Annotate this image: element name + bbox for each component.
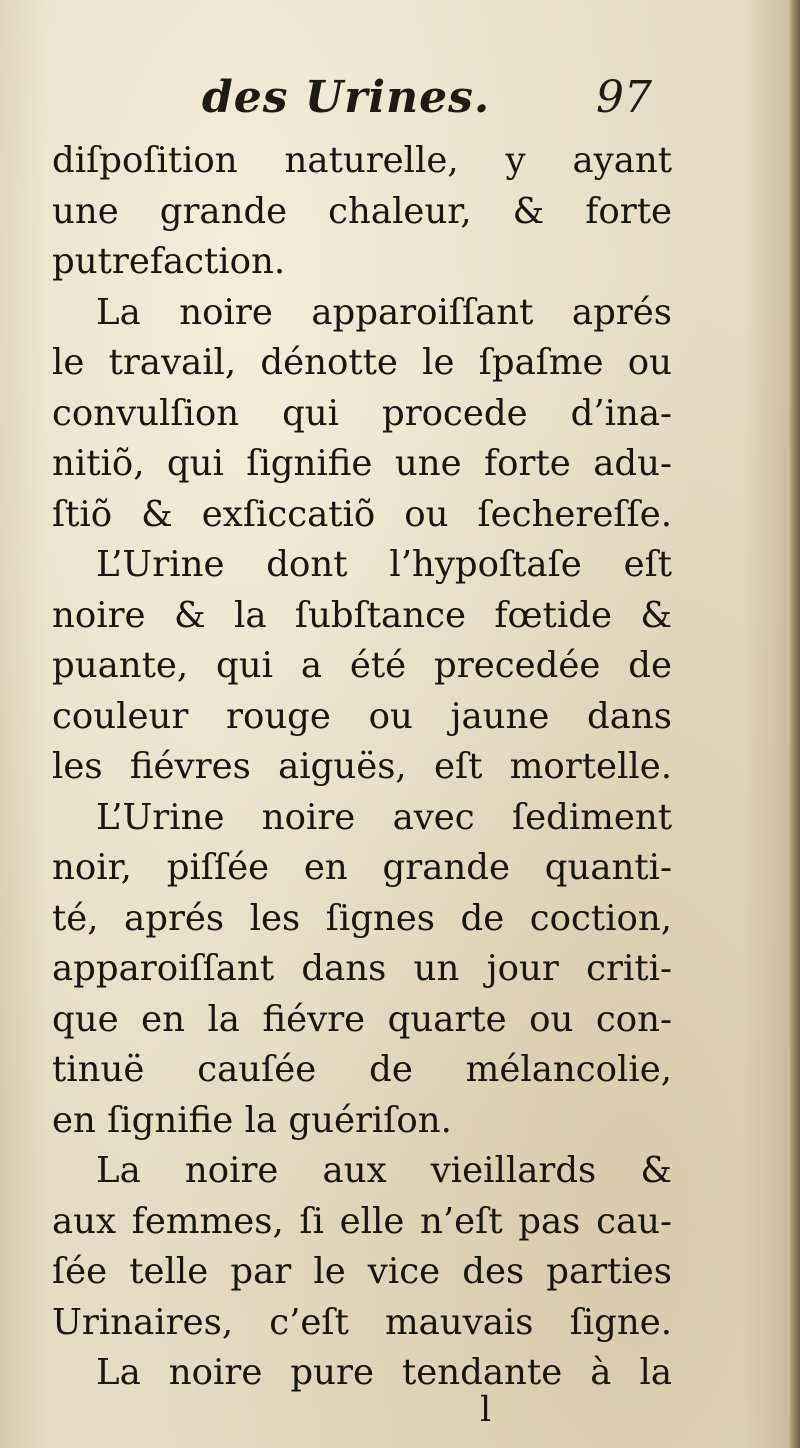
text-line: ſée telle par le vice des parties — [52, 1251, 672, 1292]
text-line: en ſignifie la guériſon. — [52, 1099, 452, 1141]
running-head-title: des Urines. — [202, 72, 491, 123]
text-line: les fiévres aiguës, eſt mortelle. — [52, 746, 672, 787]
text-line: noir, piſſée en grande quanti- — [52, 847, 672, 888]
text-line: L’Urine dont l’hypoſtaſe eſt — [96, 544, 672, 585]
text-line: ſtiõ & exſiccatiõ ou ſechereſſe. — [52, 493, 672, 535]
text-line: diſpoſition naturelle, y ayant — [52, 140, 672, 181]
text-line: Urinaires, c’eſt mauvais ſigne. — [52, 1301, 672, 1343]
text-line: putrefaction. — [52, 241, 286, 282]
running-head — [0, 62, 790, 132]
page-number: 97 — [596, 72, 652, 123]
text-line: que en la fiévre quarte ou con- — [52, 998, 672, 1040]
text-line: couleur rouge ou jaune dans — [52, 695, 672, 737]
text-line: La noire aux vieillards & — [96, 1150, 672, 1191]
catchword: l — [480, 1390, 492, 1430]
page-edge — [790, 0, 800, 1448]
text-line: puante, qui a été precedée de — [52, 645, 672, 686]
text-line: convulſion qui procede d’ina- — [52, 392, 672, 434]
text-line: La noire pure tendante à la — [96, 1352, 672, 1393]
text-line: nitiõ, qui ſignifie une forte adu- — [52, 443, 672, 484]
text-line: le travail, dénotte le ſpaſme ou — [52, 342, 672, 383]
text-line: apparoiſſant dans un jour criti- — [52, 948, 672, 989]
text-line: La noire apparoiſſant aprés — [96, 291, 672, 333]
text-line: noire & la ſubſtance fœtide & — [52, 594, 672, 636]
text-line: té, aprés les ſignes de coction, — [52, 897, 672, 939]
text-line: aux femmes, ſi elle n’eſt pas cau- — [52, 1200, 672, 1242]
text-line: tinuë cauſée de mélancolie, — [52, 1049, 672, 1090]
text-line: L’Urine noire avec ſediment — [96, 796, 672, 838]
body-text — [52, 136, 672, 1399]
text-line: une grande chaleur, & forte — [52, 190, 672, 232]
